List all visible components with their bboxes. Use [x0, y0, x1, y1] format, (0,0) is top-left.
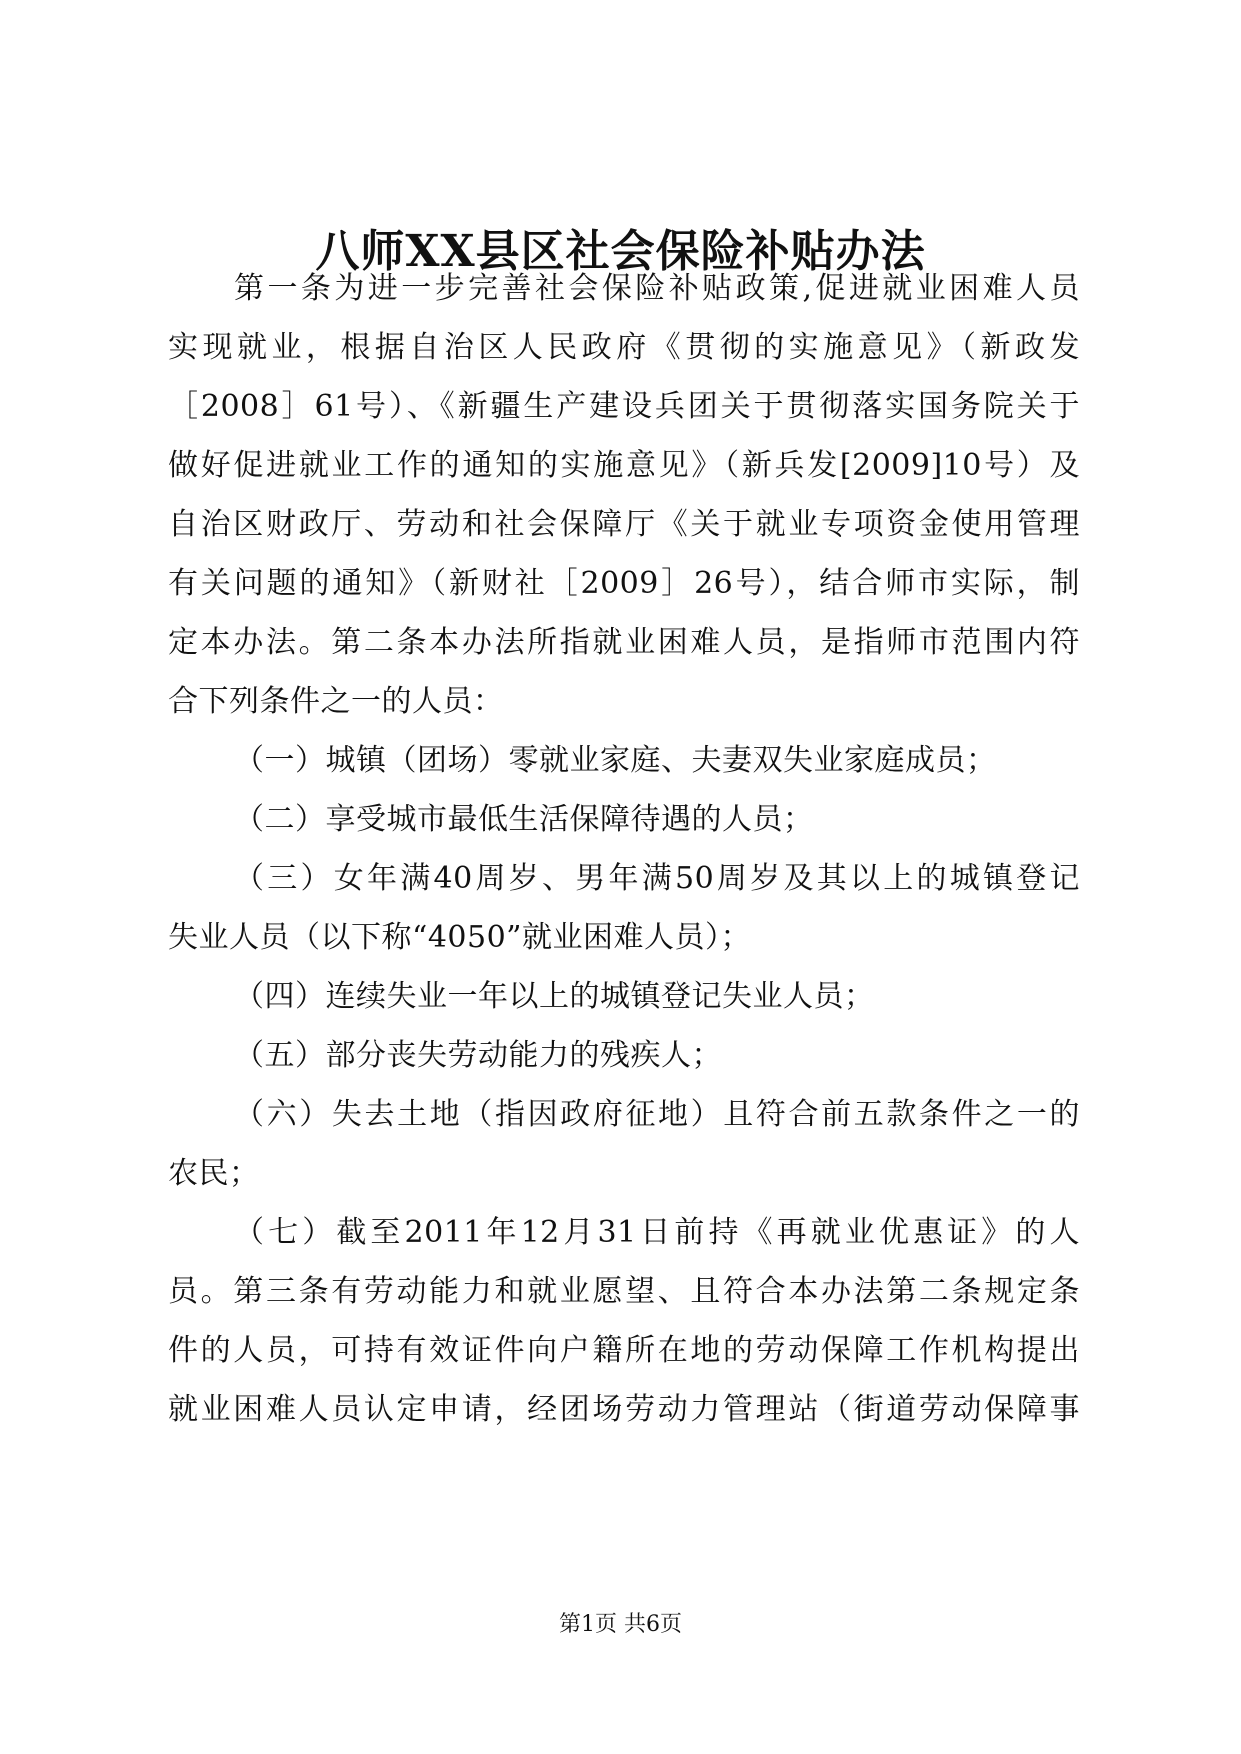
list-item-continuation: 失业人员（以下称“4050”就业困难人员）；: [168, 920, 752, 955]
paragraph-line: 做好促进就业工作的通知的实施意见》（新兵发[2009]10号）及: [168, 448, 1080, 483]
list-item: （三）女年满40周岁、男年满50周岁及其以上的城镇登记: [234, 861, 1080, 896]
list-item: （六）失去土地（指因政府征地）且符合前五款条件之一的: [234, 1097, 1080, 1132]
page-footer: 第1页 共6页: [559, 1612, 682, 1637]
list-item: （二）享受城市最低生活保障待遇的人员；: [234, 802, 814, 837]
list-item: （五）部分丧失劳动能力的残疾人；: [234, 1038, 722, 1073]
list-item: （一）城镇（团场）零就业家庭、夫妻双失业家庭成员；: [234, 743, 997, 778]
paragraph-line: 实现就业，根据自治区人民政府《贯彻的实施意见》（新政发: [168, 330, 1080, 365]
paragraph-line: 定本办法。第二条本办法所指就业困难人员，是指师市范围内符: [168, 625, 1080, 660]
paragraph-line: 件的人员，可持有效证件向户籍所在地的劳动保障工作机构提出: [168, 1333, 1080, 1368]
paragraph-line: ［2008］61号）、《新疆生产建设兵团关于贯彻落实国务院关于: [168, 389, 1080, 424]
paragraph-line: 第一条为进一步完善社会保险补贴政策,促进就业困难人员: [234, 271, 1080, 306]
list-item: （七）截至2011年12月31日前持《再就业优惠证》的人: [234, 1215, 1080, 1250]
paragraph-line: 自治区财政厅、劳动和社会保障厅《关于就业专项资金使用管理: [168, 507, 1080, 542]
paragraph-line: 员。第三条有劳动能力和就业愿望、且符合本办法第二条规定条: [168, 1274, 1080, 1309]
paragraph-line: 就业困难人员认定申请，经团场劳动力管理站（街道劳动保障事: [168, 1392, 1080, 1427]
list-item: （四）连续失业一年以上的城镇登记失业人员；: [234, 979, 875, 1014]
paragraph-line: 有关问题的通知》（新财社［2009］26号），结合师市实际，制: [168, 566, 1080, 601]
list-item-continuation: 农民；: [168, 1156, 260, 1191]
paragraph-line: 合下列条件之一的人员：: [168, 684, 504, 719]
document-title: 八师XX县区社会保险补贴办法: [315, 226, 926, 277]
